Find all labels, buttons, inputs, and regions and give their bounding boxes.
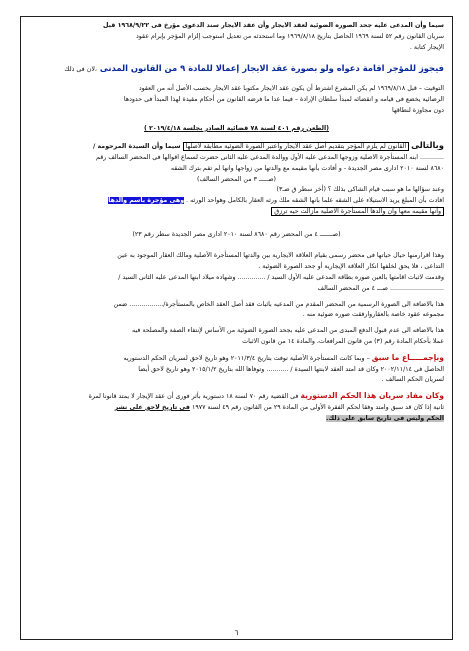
paragraph-line (29, 403, 444, 414)
paragraph-line (29, 414, 444, 425)
paragraph-line: ٨٦٨٠ لسنة ٢٠١٠ ادارى مصر الجديدة - و أفادت بأنها مقيمه مع والدتها من زواجها وانها لم تقم بترك الشقه (170, 164, 444, 172)
section-official-record (29, 300, 444, 322)
paragraph-line: وعند سؤالها ما هو سبب قيام الشاكى بذلك ؟ (أخر سطر ق صـ٣) (276, 186, 444, 194)
section-acknowledgement (29, 251, 444, 294)
paragraph-line: وهذا اقرارمنها حيال حياتها فى محضر رسمى بقيام العلاقة الايجارية بين والدتها المستأجرة الأصلية ومالك العقار الموجود به عين (117, 252, 444, 260)
paragraph-line: الإيجار كتابة . (409, 43, 444, 51)
paragraph-fragment: افادت بأن المبلغ يريد الاستيلاء على الشقه علما بانها الشقه ملك ورثه العقار بالكامل وهواحد الورثه . (186, 197, 444, 205)
paragraph-line: دون مجاوزة لنطاقها (392, 106, 444, 114)
paragraph-line: سيما وأن المدعى عليه جحد الصوره الضوئية لعقد الايجار وأن عقد الايجار سند الدعوى مؤرخ فى ١٩٦٨/٩/٢٢ قبل (103, 22, 444, 29)
paragraph-fragment: – وبما كانت المستأجرة الأصلية توفت بتاريخ ٢٠١١/٣/٤ وهو تاريخ لاحق لسريان الحكم الدستوريه (123, 354, 370, 362)
document-page (20, 16, 453, 640)
highlighted-text: وهى مؤجرة باسم والدها (108, 197, 185, 205)
heading-text: فيجوز للمؤجر اقامة دعواه ولو بصورة عقد الايجار إعمالا للمادة ٩ من القانون المدنى (99, 62, 444, 73)
paragraph-line (29, 207, 444, 218)
heading-tail: ،لان فى ذلك (64, 65, 97, 73)
section-lead: وكان مفاد سريان هذا الحكم الدستورية (300, 391, 444, 401)
paragraph-fragment: ثانية إذا كان قد سبق وامتد وفقا لحكم الفقرة الأولى من المادة ٢٩ من القانون رقم ٤٩ لسنة ١٩٧٧ (191, 403, 444, 411)
paragraph-line: التوقيت – قبل ١٩٦٩/٨/١٨ لم يكن المشرع اشترط أن يكون عقد الايجار مكتوبا عقد الايجار بحسب الأصل أنه من العقود (138, 85, 444, 93)
paragraph-fragment: فى القضية رقم ٧٠ لسنة ١٨ دستورية بأثر فورى أن عقد الإيجار لا يمتد قانونا لمرة (88, 393, 299, 401)
boxed-text: القانون لم يلزم المؤجر بتقديم أصل عقد الايجار واعتبر الصورة الضوئية مطابقة لأصلها (183, 142, 410, 151)
paragraph-line: الحاصل فى ٢٠٠٢/١١/١٤ وكان قد امتد العقد لابنتها السيدة / ........... وتوفاها الله بتاريخ ٢٠١٥/١/٢ وهو تاريخ لاحق أيضا (138, 365, 444, 373)
paragraph-line: ............ ابنه المستأجرة الاصلية وزوجها المدعى عليه الأول ووالدة المدعى عليه الثانى حضرت لسماع اقوالها فى المحضر السالف رقم (96, 153, 444, 161)
section-lease-copy-denial (29, 21, 444, 53)
paragraph-line: الرضائية يخضع فى قيامه و انقضائه لمبدأ سلطان الإرادة – فيما عدا ما فرضه القانون من أحكام مقيدة لهذا المبدأ فى حدودها (123, 95, 444, 103)
boxed-text: وأنها مقيمه معها وان والدها المستأجرة الاصلية مازالت حيه ترزق (271, 207, 444, 216)
section-therefore (29, 140, 444, 240)
paragraph-line: مجموعه عقود خاصة بالعقاروارفقت صوره ضوئية منه . (302, 311, 444, 319)
paragraph-line (29, 353, 444, 365)
section-defense-rejection (29, 326, 444, 348)
paragraph-line: هذا بالاضافة الى الصورة الرسمية من المحضر المقدم من المدعيه باثبات فقد أصل العقد الخاص بالمستأجرة/................. ضمن (113, 300, 444, 308)
page-number: ٦ (234, 629, 239, 637)
paragraph-line: ........................... صـــ ٤ من المحضر السالف (317, 284, 444, 292)
paragraph-line: وقدمت لاثبات اقامتها بالعين صوره بطاقة المدعى عليه الأول السيد / .............. وشهاده ميلاد ابنها المدعى عليه الثانى السيد / (118, 273, 444, 281)
paragraph-line: سريان القانون رقم ٥٢ لسنة ١٩٦٩ الحاصل بتاريخ ١٩٦٩/٨/١٨ وما استحدثه من تعديل استوجب إلزام المؤجر بإبرام عقود (135, 32, 444, 40)
paragraph-line: (صـــــ ٣ من المحضر السالف) (197, 175, 276, 183)
paragraph-line (29, 140, 444, 153)
highlighted-text: الحكم وليس فى تاريخ سابق على ذلك. (325, 414, 444, 422)
paragraph-line (29, 196, 444, 207)
case-citation: (الطعن رقم ٤٠١ لسنة ٧٨ قضائية الصادر بجلسة ٢٠١٩/٤/١٨ ) (143, 124, 330, 132)
paragraph-line: التداعى ، فلا يحق لخلفها انكار العلاقة الإيجارية أو جحد الصورة الضوئية . (258, 263, 444, 271)
section-lead: وبالتالى (411, 140, 444, 151)
section-heading (29, 62, 444, 76)
section-constitutional-ruling (29, 391, 444, 424)
paragraph-fragment: سيما وأن السيدة المرحومة / (92, 143, 181, 151)
section-summary (29, 353, 444, 386)
paragraph-line: هذا بالاضافه الى عدم قبول الدفع المبدى من المدعى عليه بجحد الصورة الضوئية من الأساس لإنتفاء الصفة والمصلحة فيه (132, 327, 444, 335)
section-civil-law-article (29, 62, 444, 134)
paragraph-line (29, 391, 444, 403)
section-lead: وبإجمـــــاع ما سبق (371, 352, 444, 362)
paragraph-line: لسريان الحكم السالف . (381, 376, 444, 384)
emphasized-text: فى تاريخ لاحق على نشر (114, 403, 190, 411)
record-citation: (صـــــــ ٤ من المحضر رقم ٨٦٨٠ لسنة ٢٠١٠ ادارى مصر الجديدة سطر رقم ٢٣) (132, 231, 341, 239)
paragraph-line: عملا بأحكام المادة رقم (٣) من قانون المرافعات، والمادة ١٤ من قانون الاثبات (242, 337, 444, 345)
